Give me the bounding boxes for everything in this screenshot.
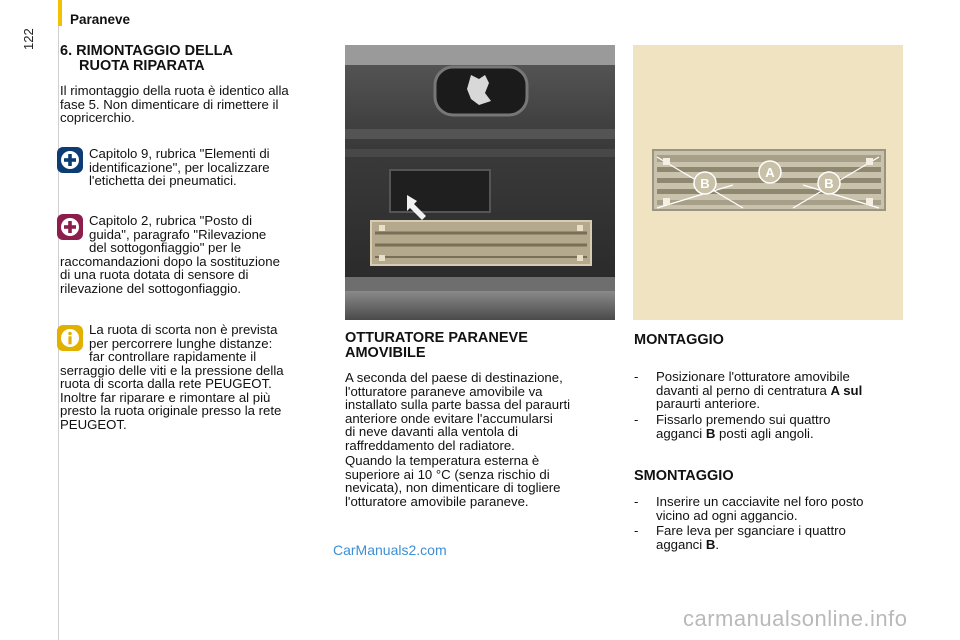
car-front-photo: [345, 45, 615, 320]
heading-otturatore: OTTURATORE PARANEVE AMOVIBILE: [345, 330, 528, 361]
smontaggio-step-1: - Inserire un cacciavite nel foro posto vicino ad ogni aggancio.: [634, 494, 864, 523]
otturatore-paragraph-1: A seconda del paese di destinazione, l'otturatore paraneve amovibile va installato sulla parte bassa del paraurti anteriore onde evitare l'accumularsi di neve davanti alla ventola di raffreddamento del radiatore.: [345, 370, 571, 453]
watermark-carmanualsonline: carmanualsonline.info: [683, 606, 908, 631]
heading-rimontaggio: 6. RIMONTAGGIO DELLA RUOTA RIPARATA: [60, 43, 233, 74]
montaggio-step-2: - Fissarlo premendo sui quattro agganci B posti agli angoli.: [634, 412, 831, 441]
note-underinflation-b: raccomandazioni dopo la sostituzione di una ruota dotata di sensore di rilevazione del sottogonfiaggio.: [60, 253, 280, 296]
info-icon: [57, 325, 83, 351]
snow-shield-diagram: [633, 45, 903, 320]
note-tyre-label: Capitolo 9, rubrica "Elementi di identificazione", per localizzare l'etichetta dei pneumatici.: [89, 146, 270, 188]
note-spare-wheel-a: La ruota di scorta non è prevista per percorrere lunghe distanze: far controllare rapidamente il: [89, 322, 278, 364]
section-title: Paraneve: [70, 12, 131, 27]
heading-montaggio: MONTAGGIO: [634, 332, 724, 348]
watermark-carmanuals2[interactable]: CarManuals2.com: [333, 542, 447, 558]
diagram-label-b-left: B: [700, 176, 710, 191]
diagram-label-a: A: [765, 165, 775, 180]
intro-paragraph: Il rimontaggio della ruota è identico alla fase 5. Non dimenticare di rimettere il copricerchio.: [60, 83, 289, 125]
montaggio-step-1: - Posizionare l'otturatore amovibile davanti al perno di centratura A sul paraurti anteriore.: [634, 369, 863, 411]
heading-smontaggio: SMONTAGGIO: [634, 468, 734, 484]
plus-icon: [57, 214, 83, 240]
page-margin-rule: [58, 0, 59, 640]
note-spare-wheel-b: serraggio delle viti e la pressione della ruota di scorta dalla rete PEUGEOT. Inoltre far riparare e rimontare al più presto la ruota originale presso la rete PEUGEOT.: [60, 362, 284, 432]
page-number: 122: [21, 28, 36, 50]
plus-icon: [57, 147, 83, 173]
otturatore-paragraph-2: Quando la temperatura esterna è superiore ai 10 °C (senza rischio di nevicata), non dimenticare di togliere l'otturatore amovibile paraneve.: [345, 453, 561, 509]
section-marker: [58, 0, 62, 26]
diagram-label-b-right: B: [824, 176, 834, 191]
note-underinflation-a: Capitolo 2, rubrica "Posto di guida", paragrafo "Rilevazione del sottogonfiaggio" per le: [89, 213, 267, 255]
smontaggio-step-2: - Fare leva per sganciare i quattro agganci B.: [634, 523, 846, 552]
